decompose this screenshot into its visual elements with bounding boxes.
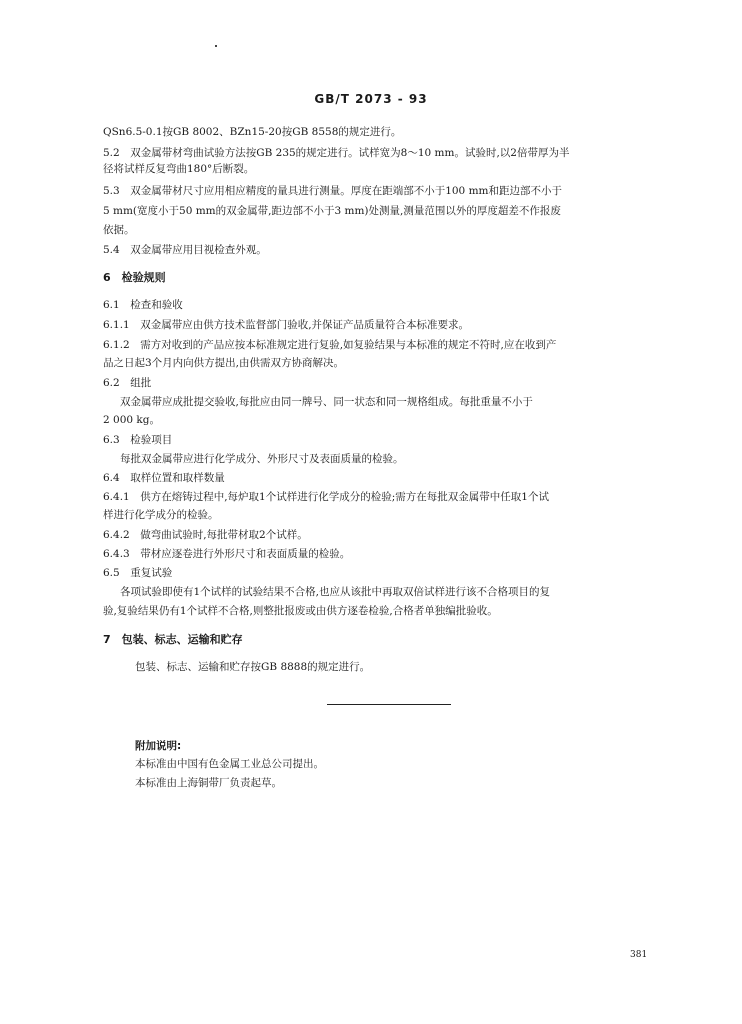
text-line: 5 mm(宽度小于50 mm的双金属带,距边部不小于3 mm)处测量,测量范围以外的厚度超差不作报废 (103, 205, 561, 217)
clause-5-2: 5.2 双金属带材弯曲试验方法按GB 235的规定进行。试样宽为8～10 mm。试验时,以2倍带厚为半 (103, 147, 570, 159)
clause-6-1-2: 6.1.2 需方对收到的产品应按本标准规定进行复验,如复验结果与本标准的规定不符时,应在收到产 (103, 339, 557, 351)
text-line: 径将试样反复弯曲180°后断裂。 (103, 163, 255, 175)
clause-6-1-1: 6.1.1 双金属带应由供方技术监督部门验收,并保证产品质量符合本标准要求。 (103, 319, 470, 331)
clause-6-4-1: 6.4.1 供方在熔铸过程中,每炉取1个试样进行化学成分的检验;需方在每批双金属带中任取1个试 (103, 491, 549, 503)
clause-6-1: 6.1 检查和验收 (103, 299, 183, 311)
text-line: 每批双金属带应进行化学成分、外形尺寸及表面质量的检验。 (120, 453, 404, 465)
text-line: 品之日起3个月内向供方提出,由供需双方协商解决。 (103, 357, 345, 369)
text-line: 验,复验结果仍有1个试样不合格,则整批报废或由供方逐卷检验,合格者单独编批验收。 (103, 605, 498, 617)
note-line: 本标准由上海铜带厂负责起草。 (135, 777, 282, 789)
text-line: 依据。 (103, 224, 135, 236)
additional-notes-heading: 附加说明: (135, 740, 182, 752)
note-line: 本标准由中国有色金属工业总公司提出。 (135, 758, 324, 770)
clause-6-4-2: 6.4.2 做弯曲试验时,每批带材取2个试样。 (103, 529, 308, 541)
text-line: 包装、标志、运输和贮存按GB 8888的规定进行。 (135, 661, 371, 673)
clause-5-3: 5.3 双金属带材尺寸应用相应精度的量具进行测量。厚度在距端部不小于100 mm和距边部不小于 (103, 185, 562, 197)
clause-5-4: 5.4 双金属带应用目视检查外观。 (103, 244, 267, 256)
clause-6-4-3: 6.4.3 带材应逐卷进行外形尺寸和表面质量的检验。 (103, 548, 351, 560)
section-6-heading: 6 检验规则 (103, 271, 166, 284)
text-line: QSn6.5-0.1按GB 8002、BZn15-20按GB 8558的规定进行。 (103, 126, 402, 138)
clause-6-5: 6.5 重复试验 (103, 567, 173, 579)
text-line: 双金属带应成批提交验收,每批应由同一牌号、同一状态和同一规格组成。每批重量不小于 (120, 396, 533, 408)
section-7-heading: 7 包装、标志、运输和贮存 (103, 633, 243, 646)
scan-speck (215, 45, 217, 47)
page-number: 381 (630, 950, 648, 960)
standard-header: GB/T 2073 - 93 (314, 92, 428, 106)
divider-line (327, 704, 451, 705)
clause-6-3: 6.3 检验项目 (103, 434, 173, 446)
text-line: 2 000 kg。 (103, 414, 160, 426)
text-line: 样进行化学成分的检验。 (103, 509, 219, 521)
clause-6-4: 6.4 取样位置和取样数量 (103, 472, 225, 484)
clause-6-2: 6.2 组批 (103, 377, 152, 389)
text-line: 各项试验即使有1个试样的试验结果不合格,也应从该批中再取双倍试样进行该不合格项目的复 (120, 586, 551, 598)
